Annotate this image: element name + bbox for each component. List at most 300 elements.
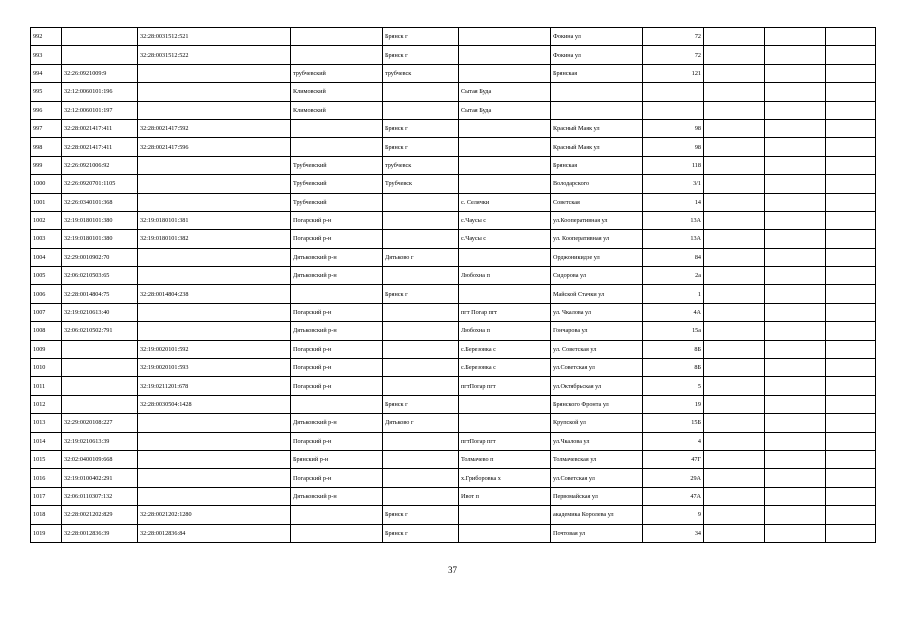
table-row — [31, 487, 876, 505]
city-cell: Брянск г — [383, 524, 459, 542]
table-row — [31, 524, 876, 542]
district-cell: Погарский р-н — [291, 230, 383, 248]
street-cell — [551, 101, 643, 119]
house-number-cell: 34 — [643, 524, 704, 542]
table-row — [31, 175, 876, 193]
city-cell: Дятьково г — [383, 414, 459, 432]
extra-1-cell — [704, 28, 765, 46]
cadastral-number-cell: 32:19:0210613:39 — [62, 432, 138, 450]
extra-1-cell — [704, 285, 765, 303]
street-cell: Брянская — [551, 64, 643, 82]
city-cell — [383, 101, 459, 119]
street-cell: Красный Маяк ул — [551, 138, 643, 156]
table-row — [31, 506, 876, 524]
table-row — [31, 377, 876, 395]
object-cadastral-number-cell — [138, 83, 291, 101]
district-cell — [291, 119, 383, 137]
house-number-cell: 118 — [643, 156, 704, 174]
extra-3-cell — [826, 156, 876, 174]
city-cell — [383, 303, 459, 321]
object-cadastral-number-cell — [138, 450, 291, 468]
district-cell — [291, 524, 383, 542]
extra-2-cell — [765, 322, 826, 340]
cadastral-number-cell — [62, 46, 138, 64]
street-cell — [551, 83, 643, 101]
extra-3-cell — [826, 487, 876, 505]
extra-3-cell — [826, 119, 876, 137]
object-cadastral-number-cell — [138, 322, 291, 340]
district-cell: Погарский р-н — [291, 303, 383, 321]
object-cadastral-number-cell: 32:28:0014804:238 — [138, 285, 291, 303]
row-number-cell: 1002 — [31, 211, 62, 229]
row-number-cell: 1018 — [31, 506, 62, 524]
house-number-cell: 14 — [643, 193, 704, 211]
extra-2-cell — [765, 64, 826, 82]
city-cell — [383, 340, 459, 358]
row-number-cell: 1003 — [31, 230, 62, 248]
object-cadastral-number-cell: 32:28:0021202:1280 — [138, 506, 291, 524]
row-number-cell: 1019 — [31, 524, 62, 542]
table-row — [31, 211, 876, 229]
settlement-cell — [459, 285, 551, 303]
extra-2-cell — [765, 211, 826, 229]
extra-3-cell — [826, 83, 876, 101]
cadastral-number-cell: 32:26:0920701:1105 — [62, 175, 138, 193]
settlement-cell — [459, 156, 551, 174]
city-cell — [383, 487, 459, 505]
settlement-cell — [459, 46, 551, 64]
house-number-cell: 98 — [643, 138, 704, 156]
district-cell — [291, 395, 383, 413]
object-cadastral-number-cell — [138, 175, 291, 193]
city-cell — [383, 469, 459, 487]
extra-3-cell — [826, 432, 876, 450]
house-number-cell: 121 — [643, 64, 704, 82]
table-row — [31, 303, 876, 321]
district-cell: трубчевский — [291, 64, 383, 82]
extra-2-cell — [765, 524, 826, 542]
extra-2-cell — [765, 138, 826, 156]
settlement-cell: с.Чаусы с — [459, 211, 551, 229]
extra-2-cell — [765, 432, 826, 450]
house-number-cell: 47А — [643, 487, 704, 505]
cadastral-number-cell: 32:19:0210613:40 — [62, 303, 138, 321]
extra-1-cell — [704, 506, 765, 524]
district-cell: Погарский р-н — [291, 469, 383, 487]
settlement-cell: пгтПогар пгт — [459, 432, 551, 450]
district-cell: Погарский р-н — [291, 377, 383, 395]
settlement-cell: с.Чаусы с — [459, 230, 551, 248]
city-cell: Брянск г — [383, 119, 459, 137]
row-number-cell: 1016 — [31, 469, 62, 487]
settlement-cell: Любохна п — [459, 267, 551, 285]
extra-3-cell — [826, 450, 876, 468]
row-number-cell: 1014 — [31, 432, 62, 450]
extra-2-cell — [765, 156, 826, 174]
city-cell — [383, 83, 459, 101]
house-number-cell: 84 — [643, 248, 704, 266]
table-row — [31, 340, 876, 358]
row-number-cell: 1000 — [31, 175, 62, 193]
cadastral-number-cell — [62, 28, 138, 46]
table-row — [31, 230, 876, 248]
city-cell: Брянск г — [383, 285, 459, 303]
extra-3-cell — [826, 193, 876, 211]
cadastral-number-cell: 32:19:0180101:380 — [62, 230, 138, 248]
district-cell: Трубчевский — [291, 156, 383, 174]
extra-2-cell — [765, 377, 826, 395]
object-cadastral-number-cell — [138, 432, 291, 450]
house-number-cell: 15Б — [643, 414, 704, 432]
cadastral-number-cell: 32:28:0021202:829 — [62, 506, 138, 524]
house-number-cell: 9 — [643, 506, 704, 524]
street-cell: Володарского — [551, 175, 643, 193]
cadastral-number-cell: 32:06:0110307:132 — [62, 487, 138, 505]
table-row — [31, 432, 876, 450]
extra-2-cell — [765, 340, 826, 358]
extra-3-cell — [826, 230, 876, 248]
object-cadastral-number-cell: 32:19:0180101:381 — [138, 211, 291, 229]
house-number-cell: 4 — [643, 432, 704, 450]
street-cell: Красный Маяк ул — [551, 119, 643, 137]
object-cadastral-number-cell: 32:28:0012836:84 — [138, 524, 291, 542]
settlement-cell: с.Березовка с — [459, 359, 551, 377]
extra-1-cell — [704, 156, 765, 174]
page-number: 37 — [448, 565, 457, 575]
extra-1-cell — [704, 119, 765, 137]
house-number-cell: 2а — [643, 267, 704, 285]
cadastral-number-cell: 32:29:0010902:70 — [62, 248, 138, 266]
property-register-table — [30, 27, 876, 543]
district-cell — [291, 46, 383, 64]
district-cell: Погарский р-н — [291, 432, 383, 450]
settlement-cell — [459, 175, 551, 193]
settlement-cell: Сытая Буда — [459, 101, 551, 119]
street-cell: Гончарова ул — [551, 322, 643, 340]
house-number-cell: 72 — [643, 46, 704, 64]
house-number-cell: 15а — [643, 322, 704, 340]
table-row — [31, 267, 876, 285]
object-cadastral-number-cell — [138, 156, 291, 174]
city-cell: Брянск г — [383, 506, 459, 524]
street-cell: Почтовая ул — [551, 524, 643, 542]
extra-2-cell — [765, 28, 826, 46]
extra-1-cell — [704, 175, 765, 193]
extra-2-cell — [765, 230, 826, 248]
district-cell: Дятьковский р-н — [291, 414, 383, 432]
settlement-cell — [459, 248, 551, 266]
cadastral-number-cell: 32:19:0180101:380 — [62, 211, 138, 229]
extra-3-cell — [826, 46, 876, 64]
row-number-cell: 999 — [31, 156, 62, 174]
table-row — [31, 285, 876, 303]
extra-2-cell — [765, 414, 826, 432]
table-row — [31, 248, 876, 266]
street-cell: Сидорова ул — [551, 267, 643, 285]
street-cell: ул.Советская ул — [551, 359, 643, 377]
settlement-cell: Любохна п — [459, 322, 551, 340]
extra-2-cell — [765, 469, 826, 487]
object-cadastral-number-cell — [138, 101, 291, 119]
object-cadastral-number-cell — [138, 64, 291, 82]
table-row — [31, 101, 876, 119]
district-cell: Дятьковский р-н — [291, 487, 383, 505]
object-cadastral-number-cell — [138, 487, 291, 505]
cadastral-number-cell: 32:28:0021417:411 — [62, 138, 138, 156]
extra-3-cell — [826, 524, 876, 542]
extra-1-cell — [704, 211, 765, 229]
row-number-cell: 1011 — [31, 377, 62, 395]
extra-3-cell — [826, 64, 876, 82]
table-row — [31, 46, 876, 64]
extra-1-cell — [704, 469, 765, 487]
district-cell: Климовский — [291, 101, 383, 119]
extra-1-cell — [704, 248, 765, 266]
object-cadastral-number-cell: 32:19:0180101:382 — [138, 230, 291, 248]
district-cell: Погарский р-н — [291, 340, 383, 358]
extra-3-cell — [826, 506, 876, 524]
cadastral-number-cell: 32:26:0921006:92 — [62, 156, 138, 174]
cadastral-number-cell: 32:06:0210503:65 — [62, 267, 138, 285]
city-cell — [383, 359, 459, 377]
city-cell — [383, 230, 459, 248]
street-cell: ул. Кооперативная ул — [551, 230, 643, 248]
extra-2-cell — [765, 46, 826, 64]
house-number-cell: 47Г — [643, 450, 704, 468]
table-row — [31, 28, 876, 46]
extra-3-cell — [826, 248, 876, 266]
extra-1-cell — [704, 46, 765, 64]
extra-3-cell — [826, 395, 876, 413]
cadastral-number-cell: 32:28:0021417:411 — [62, 119, 138, 137]
extra-1-cell — [704, 432, 765, 450]
settlement-cell — [459, 414, 551, 432]
house-number-cell: 13А — [643, 211, 704, 229]
extra-1-cell — [704, 64, 765, 82]
table-row — [31, 138, 876, 156]
settlement-cell: Толмачево п — [459, 450, 551, 468]
extra-1-cell — [704, 524, 765, 542]
table-row — [31, 450, 876, 468]
cadastral-number-cell — [62, 377, 138, 395]
district-cell: Климовский — [291, 83, 383, 101]
house-number-cell: 8Б — [643, 359, 704, 377]
settlement-cell: с.Березовка с — [459, 340, 551, 358]
extra-1-cell — [704, 193, 765, 211]
extra-2-cell — [765, 506, 826, 524]
settlement-cell — [459, 64, 551, 82]
cadastral-number-cell: 32:02:0400109:668 — [62, 450, 138, 468]
object-cadastral-number-cell — [138, 414, 291, 432]
house-number-cell — [643, 101, 704, 119]
extra-1-cell — [704, 377, 765, 395]
row-number-cell: 1008 — [31, 322, 62, 340]
settlement-cell — [459, 524, 551, 542]
district-cell — [291, 285, 383, 303]
street-cell: Орджоникидзе ул — [551, 248, 643, 266]
extra-3-cell — [826, 359, 876, 377]
house-number-cell: 5 — [643, 377, 704, 395]
row-number-cell: 1004 — [31, 248, 62, 266]
settlement-cell: пгт Погар пгт — [459, 303, 551, 321]
city-cell — [383, 450, 459, 468]
extra-1-cell — [704, 487, 765, 505]
extra-1-cell — [704, 303, 765, 321]
district-cell: Трубчевский — [291, 193, 383, 211]
row-number-cell: 994 — [31, 64, 62, 82]
table-row — [31, 64, 876, 82]
cadastral-number-cell: 32:29:0020108:227 — [62, 414, 138, 432]
house-number-cell: 19 — [643, 395, 704, 413]
object-cadastral-number-cell: 32:28:0031512:522 — [138, 46, 291, 64]
city-cell — [383, 211, 459, 229]
city-cell — [383, 432, 459, 450]
district-cell — [291, 28, 383, 46]
settlement-cell — [459, 506, 551, 524]
table-row — [31, 119, 876, 137]
city-cell: Брянск г — [383, 395, 459, 413]
table-row — [31, 322, 876, 340]
extra-2-cell — [765, 487, 826, 505]
street-cell: Крупской ул — [551, 414, 643, 432]
extra-1-cell — [704, 322, 765, 340]
extra-2-cell — [765, 119, 826, 137]
row-number-cell: 992 — [31, 28, 62, 46]
house-number-cell: 8Б — [643, 340, 704, 358]
street-cell: академика Королева ул — [551, 506, 643, 524]
city-cell: трубчевск — [383, 156, 459, 174]
object-cadastral-number-cell — [138, 193, 291, 211]
object-cadastral-number-cell — [138, 267, 291, 285]
cadastral-number-cell: 32:12:0060101:197 — [62, 101, 138, 119]
extra-3-cell — [826, 414, 876, 432]
street-cell: ул.Чкалова ул — [551, 432, 643, 450]
row-number-cell: 998 — [31, 138, 62, 156]
street-cell: Советская — [551, 193, 643, 211]
extra-3-cell — [826, 211, 876, 229]
settlement-cell: Сытая Буда — [459, 83, 551, 101]
city-cell — [383, 267, 459, 285]
row-number-cell: 1015 — [31, 450, 62, 468]
cadastral-number-cell: 32:06:0210502:791 — [62, 322, 138, 340]
extra-1-cell — [704, 359, 765, 377]
street-cell: ул.Кооперативная ул — [551, 211, 643, 229]
object-cadastral-number-cell — [138, 469, 291, 487]
street-cell: ул. Чкалова ул — [551, 303, 643, 321]
extra-3-cell — [826, 267, 876, 285]
extra-3-cell — [826, 175, 876, 193]
extra-3-cell — [826, 469, 876, 487]
extra-2-cell — [765, 267, 826, 285]
extra-3-cell — [826, 101, 876, 119]
house-number-cell: 13А — [643, 230, 704, 248]
district-cell: Погарский р-н — [291, 359, 383, 377]
city-cell: Дятьково г — [383, 248, 459, 266]
house-number-cell: 3/1 — [643, 175, 704, 193]
settlement-cell — [459, 119, 551, 137]
extra-3-cell — [826, 28, 876, 46]
row-number-cell: 997 — [31, 119, 62, 137]
object-cadastral-number-cell: 32:19:0020101:593 — [138, 359, 291, 377]
district-cell: Погарский р-н — [291, 211, 383, 229]
object-cadastral-number-cell: 32:19:0211201:678 — [138, 377, 291, 395]
row-number-cell: 993 — [31, 46, 62, 64]
house-number-cell: 29А — [643, 469, 704, 487]
settlement-cell — [459, 138, 551, 156]
house-number-cell: 98 — [643, 119, 704, 137]
table-row — [31, 414, 876, 432]
district-cell: Дятьковский р-н — [291, 248, 383, 266]
settlement-cell — [459, 28, 551, 46]
extra-1-cell — [704, 395, 765, 413]
district-cell — [291, 506, 383, 524]
cadastral-number-cell — [62, 359, 138, 377]
extra-1-cell — [704, 414, 765, 432]
street-cell: Первомайская ул — [551, 487, 643, 505]
row-number-cell: 1005 — [31, 267, 62, 285]
district-cell: Брянский р-н — [291, 450, 383, 468]
district-cell: Дятьковский р-н — [291, 267, 383, 285]
table-row — [31, 469, 876, 487]
street-cell: Фокина ул — [551, 46, 643, 64]
cadastral-number-cell: 32:26:0340101:368 — [62, 193, 138, 211]
table-row — [31, 359, 876, 377]
street-cell: Брянская — [551, 156, 643, 174]
extra-2-cell — [765, 248, 826, 266]
object-cadastral-number-cell: 32:28:0030504:1428 — [138, 395, 291, 413]
extra-2-cell — [765, 285, 826, 303]
street-cell: Майской Стачки ул — [551, 285, 643, 303]
city-cell — [383, 322, 459, 340]
house-number-cell: 4А — [643, 303, 704, 321]
extra-1-cell — [704, 450, 765, 468]
extra-3-cell — [826, 303, 876, 321]
row-number-cell: 1009 — [31, 340, 62, 358]
settlement-cell — [459, 395, 551, 413]
settlement-cell: Ивот п — [459, 487, 551, 505]
object-cadastral-number-cell: 32:19:0020101:592 — [138, 340, 291, 358]
extra-1-cell — [704, 101, 765, 119]
extra-1-cell — [704, 138, 765, 156]
row-number-cell: 995 — [31, 83, 62, 101]
cadastral-number-cell: 32:19:0100402:291 — [62, 469, 138, 487]
street-cell: ул. Советская ул — [551, 340, 643, 358]
street-cell: Брянского Фронта ул — [551, 395, 643, 413]
settlement-cell: пгтПогар пгт — [459, 377, 551, 395]
object-cadastral-number-cell — [138, 248, 291, 266]
object-cadastral-number-cell: 32:28:0021417:596 — [138, 138, 291, 156]
table-row — [31, 395, 876, 413]
cadastral-number-cell: 32:12:0060101:196 — [62, 83, 138, 101]
street-cell: Толмачевская ул — [551, 450, 643, 468]
extra-2-cell — [765, 83, 826, 101]
row-number-cell: 1010 — [31, 359, 62, 377]
register-sheet — [30, 27, 875, 543]
row-number-cell: 1007 — [31, 303, 62, 321]
city-cell: Брянск г — [383, 46, 459, 64]
district-cell: Трубчевский — [291, 175, 383, 193]
table-row — [31, 83, 876, 101]
settlement-cell: с. Селячки — [459, 193, 551, 211]
extra-1-cell — [704, 83, 765, 101]
city-cell: Брянск г — [383, 138, 459, 156]
extra-2-cell — [765, 101, 826, 119]
row-number-cell: 1013 — [31, 414, 62, 432]
settlement-cell: х.Гриборовка х — [459, 469, 551, 487]
row-number-cell: 1006 — [31, 285, 62, 303]
table-row — [31, 156, 876, 174]
cadastral-number-cell — [62, 340, 138, 358]
